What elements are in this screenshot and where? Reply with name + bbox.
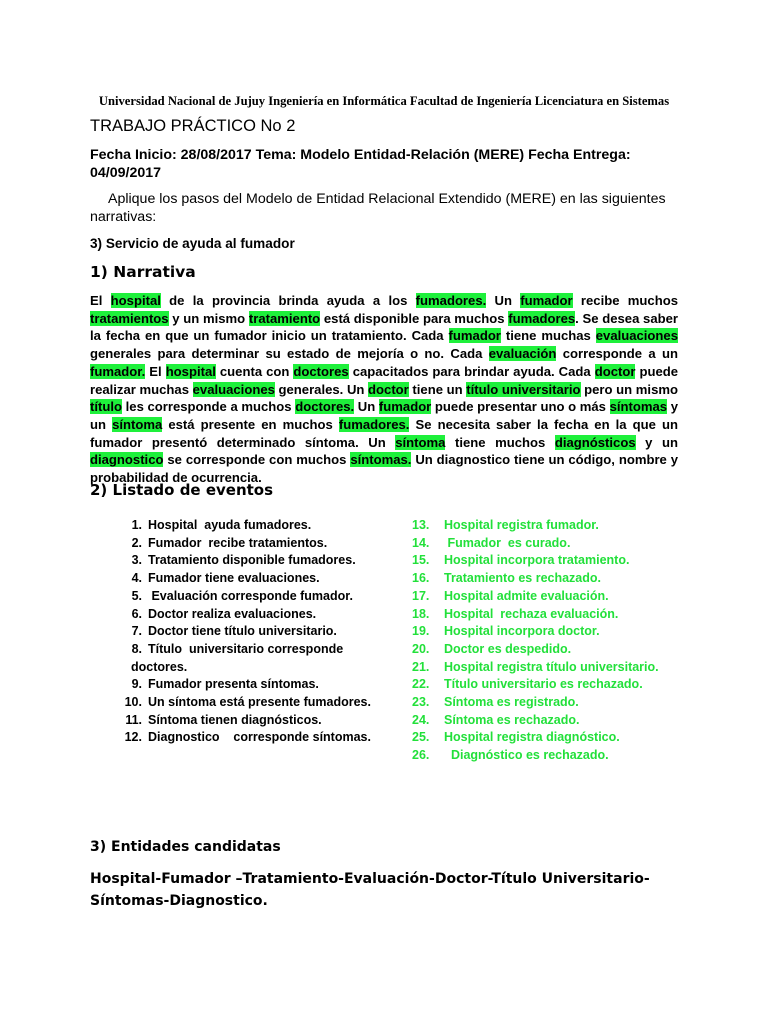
event-item bbox=[108, 552, 398, 570]
event-number: 23. bbox=[412, 695, 430, 710]
event-number: 5. bbox=[131, 588, 142, 603]
event-number: 14. bbox=[412, 535, 430, 550]
section-heading-entidades: 3) Entidades candidatas bbox=[90, 839, 281, 855]
event-text: Hospital admite evaluación. bbox=[444, 588, 609, 603]
narrative-text: les corresponde a muchos bbox=[122, 399, 296, 415]
event-text: Título universitario corresponde bbox=[148, 641, 344, 656]
event-number: 22. bbox=[412, 677, 430, 692]
highlighted-term: doctores. bbox=[295, 399, 355, 415]
highlighted-term: fumadores. bbox=[338, 416, 410, 432]
section-heading-narrativa: 1) Narrativa bbox=[90, 263, 196, 281]
narrative-text: Un bbox=[354, 399, 379, 415]
event-text: Hospital ayuda fumadores. bbox=[148, 518, 312, 532]
event-text: Hospital incorpora doctor. bbox=[444, 624, 600, 639]
event-item bbox=[412, 588, 702, 606]
events-list-left bbox=[108, 517, 398, 747]
narrative-text: El bbox=[90, 293, 111, 308]
event-number: 9. bbox=[131, 677, 142, 692]
event-number: 20. bbox=[412, 641, 430, 656]
highlighted-term: evaluaciones bbox=[192, 381, 275, 397]
narrative-text: Un bbox=[486, 293, 521, 308]
event-text: Un síntoma está presente fumadores. bbox=[148, 695, 371, 710]
highlighted-term: síntoma bbox=[395, 434, 446, 450]
event-item bbox=[412, 729, 702, 747]
highlighted-term: diagnósticos bbox=[554, 434, 636, 450]
highlighted-term: fumador. bbox=[90, 363, 146, 379]
narrative-text: y un bbox=[635, 434, 678, 450]
event-item bbox=[108, 623, 398, 641]
event-item-continuation: doctores. bbox=[131, 659, 188, 674]
event-text: Fumador presenta síntomas. bbox=[148, 677, 319, 692]
event-item bbox=[108, 517, 398, 535]
event-text: Tratamiento es rechazado. bbox=[444, 571, 602, 586]
highlighted-term: evaluación bbox=[488, 346, 557, 362]
narrative-text: se corresponde con muchos bbox=[163, 452, 351, 468]
event-number: 24. bbox=[412, 712, 430, 727]
candidate-entities: Hospital-Fumador –Tratamiento-Evaluación-Doctor-Título Universitario-Síntomas-Diagnostico. bbox=[90, 871, 650, 909]
event-number: 26. bbox=[412, 748, 430, 763]
narrative-text: Se necesita saber la fecha en la que un fumador presentó determinado síntoma. Un bbox=[90, 416, 678, 450]
dates-and-topic: Fecha Inicio: 28/08/2017 Tema: Modelo Entidad-Relación (MERE) Fecha Entrega: 04/09/2017 bbox=[90, 147, 631, 181]
section-heading-listado: 2) Listado de eventos bbox=[90, 481, 274, 499]
event-item bbox=[412, 694, 702, 712]
narrative-text: recibe muchos bbox=[572, 293, 678, 308]
event-item bbox=[412, 747, 702, 765]
narrative-text: generales para determinar su estado de mejoría o no. Cada bbox=[90, 346, 489, 362]
highlighted-term: título universitario bbox=[466, 381, 581, 397]
highlighted-term: síntoma bbox=[112, 416, 163, 432]
narrative-text: pero un mismo bbox=[580, 381, 678, 397]
highlighted-term: síntomas. bbox=[350, 452, 412, 468]
event-item bbox=[412, 623, 702, 641]
event-item bbox=[412, 606, 702, 624]
event-item bbox=[108, 535, 398, 553]
narrative-text: cuenta con bbox=[215, 363, 294, 379]
highlighted-term: hospital bbox=[165, 363, 216, 379]
narrative-text: de la provincia brinda ayuda a los bbox=[160, 293, 416, 308]
highlighted-term: fumador bbox=[520, 293, 573, 308]
event-number: 21. bbox=[412, 659, 430, 674]
event-number: 10. bbox=[124, 695, 142, 710]
event-item bbox=[412, 517, 702, 535]
event-text: Fumador recibe tratamientos. bbox=[148, 535, 328, 550]
event-number: 8. bbox=[131, 641, 142, 656]
event-text: Hospital registra título universitario. bbox=[444, 659, 659, 674]
event-item bbox=[108, 712, 398, 730]
highlighted-term: fumadores. bbox=[415, 293, 487, 308]
event-number: 3. bbox=[131, 553, 142, 568]
highlighted-term: hospital bbox=[110, 293, 161, 308]
event-number: 7. bbox=[131, 624, 142, 639]
event-text: Síntoma es registrado. bbox=[444, 695, 579, 710]
highlighted-term: título bbox=[90, 399, 122, 415]
event-number: 19. bbox=[412, 624, 430, 639]
event-text: Hospital incorpora tratamiento. bbox=[444, 553, 630, 568]
event-text: Diagnostico corresponde síntomas. bbox=[148, 730, 371, 745]
event-text: Síntoma tienen diagnósticos. bbox=[148, 712, 322, 727]
highlighted-term: evaluaciones bbox=[595, 328, 678, 344]
highlighted-term: doctor bbox=[368, 381, 409, 397]
event-text: Hospital registra fumador. bbox=[444, 518, 599, 532]
event-number: 6. bbox=[131, 606, 142, 621]
event-item bbox=[108, 641, 398, 659]
section-heading-servicio: 3) Servicio de ayuda al fumador bbox=[90, 236, 295, 251]
highlighted-term: doctores bbox=[293, 363, 349, 379]
narrative-text: tiene un bbox=[408, 381, 467, 397]
instructions-paragraph: Aplique los pasos del Modelo de Entidad Relacional Extendido (MERE) en las siguientes narrativas: bbox=[90, 191, 666, 225]
highlighted-term: doctor bbox=[594, 363, 636, 379]
highlighted-term: diagnostico bbox=[90, 452, 164, 468]
event-number: 4. bbox=[131, 571, 142, 586]
narrative-paragraph bbox=[90, 292, 678, 487]
event-number: 17. bbox=[412, 588, 430, 603]
event-text: Título universitario es rechazado. bbox=[444, 677, 643, 692]
page-title: TRABAJO PRÁCTICO No 2 bbox=[90, 117, 296, 135]
event-item bbox=[108, 570, 398, 588]
university-header: Universidad Nacional de Jujuy Ingeniería en Informática Facultad de Ingeniería Licenciatura en Sistemas bbox=[98, 94, 670, 108]
event-text: Doctor realiza evaluaciones. bbox=[148, 606, 317, 621]
event-number: 11. bbox=[125, 712, 142, 727]
event-item bbox=[108, 676, 398, 694]
event-text: Tratamiento disponible fumadores. bbox=[148, 553, 356, 568]
events-list-right bbox=[412, 517, 702, 765]
event-number: 16. bbox=[412, 571, 430, 586]
event-text: Fumador es curado. bbox=[444, 535, 571, 550]
event-text: Doctor tiene título universitario. bbox=[148, 624, 337, 639]
event-number: 12. bbox=[124, 730, 142, 745]
event-item bbox=[412, 641, 702, 659]
narrative-text: generales. Un bbox=[274, 381, 369, 397]
narrative-text: . Se desea saber la fecha en que un fumador inicio un tratamiento. Cada bbox=[90, 310, 678, 344]
event-item bbox=[108, 694, 398, 712]
event-item bbox=[412, 535, 702, 553]
event-item bbox=[412, 659, 702, 677]
event-item bbox=[108, 606, 398, 624]
highlighted-term: fumador bbox=[448, 328, 501, 344]
event-item bbox=[412, 552, 702, 570]
narrative-text: tiene muchos bbox=[445, 434, 555, 450]
narrative-text: está presente en muchos bbox=[162, 416, 339, 432]
event-text: Hospital registra diagnóstico. bbox=[444, 730, 620, 745]
narrative-text: tiene muchas bbox=[500, 328, 596, 344]
event-number: 2. bbox=[131, 535, 142, 550]
highlighted-term: síntomas bbox=[609, 399, 668, 415]
event-number: 13. bbox=[412, 518, 430, 532]
event-item bbox=[108, 588, 398, 606]
highlighted-term: tratamientos bbox=[90, 310, 169, 326]
event-text: Evaluación corresponde fumador. bbox=[148, 588, 353, 603]
event-item bbox=[412, 570, 702, 588]
event-text: Síntoma es rechazado. bbox=[444, 712, 580, 727]
highlighted-term: fumador bbox=[378, 399, 432, 415]
narrative-text: y un bbox=[90, 399, 679, 432]
narrative-text: corresponde a un bbox=[556, 346, 678, 362]
event-number: 1. bbox=[131, 518, 142, 532]
event-number: 18. bbox=[412, 606, 430, 621]
narrative-text: capacitados para brindar ayuda. Cada bbox=[348, 363, 595, 379]
highlighted-term: tratamiento bbox=[248, 310, 321, 326]
event-text: Doctor es despedido. bbox=[444, 641, 572, 656]
event-item bbox=[108, 729, 398, 747]
event-number: 15. bbox=[412, 553, 430, 568]
narrative-text: puede realizar muchas bbox=[90, 363, 679, 397]
event-number: 25. bbox=[412, 730, 430, 745]
event-text: Hospital rechaza evaluación. bbox=[444, 606, 619, 621]
event-text: Fumador tiene evaluaciones. bbox=[148, 571, 320, 586]
event-item bbox=[412, 712, 702, 730]
narrative-text: Un diagnostico tiene un código, nombre y probabilidad de ocurrencia. bbox=[90, 452, 679, 486]
narrative-text: El bbox=[145, 363, 166, 379]
narrative-text: puede presentar uno o más bbox=[431, 399, 610, 415]
narrative-text: está disponible para muchos bbox=[320, 310, 509, 326]
narrative-text: y un mismo bbox=[168, 310, 249, 326]
highlighted-term: fumadores bbox=[508, 310, 576, 326]
event-text: Diagnóstico es rechazado. bbox=[444, 748, 609, 763]
event-item bbox=[412, 676, 702, 694]
